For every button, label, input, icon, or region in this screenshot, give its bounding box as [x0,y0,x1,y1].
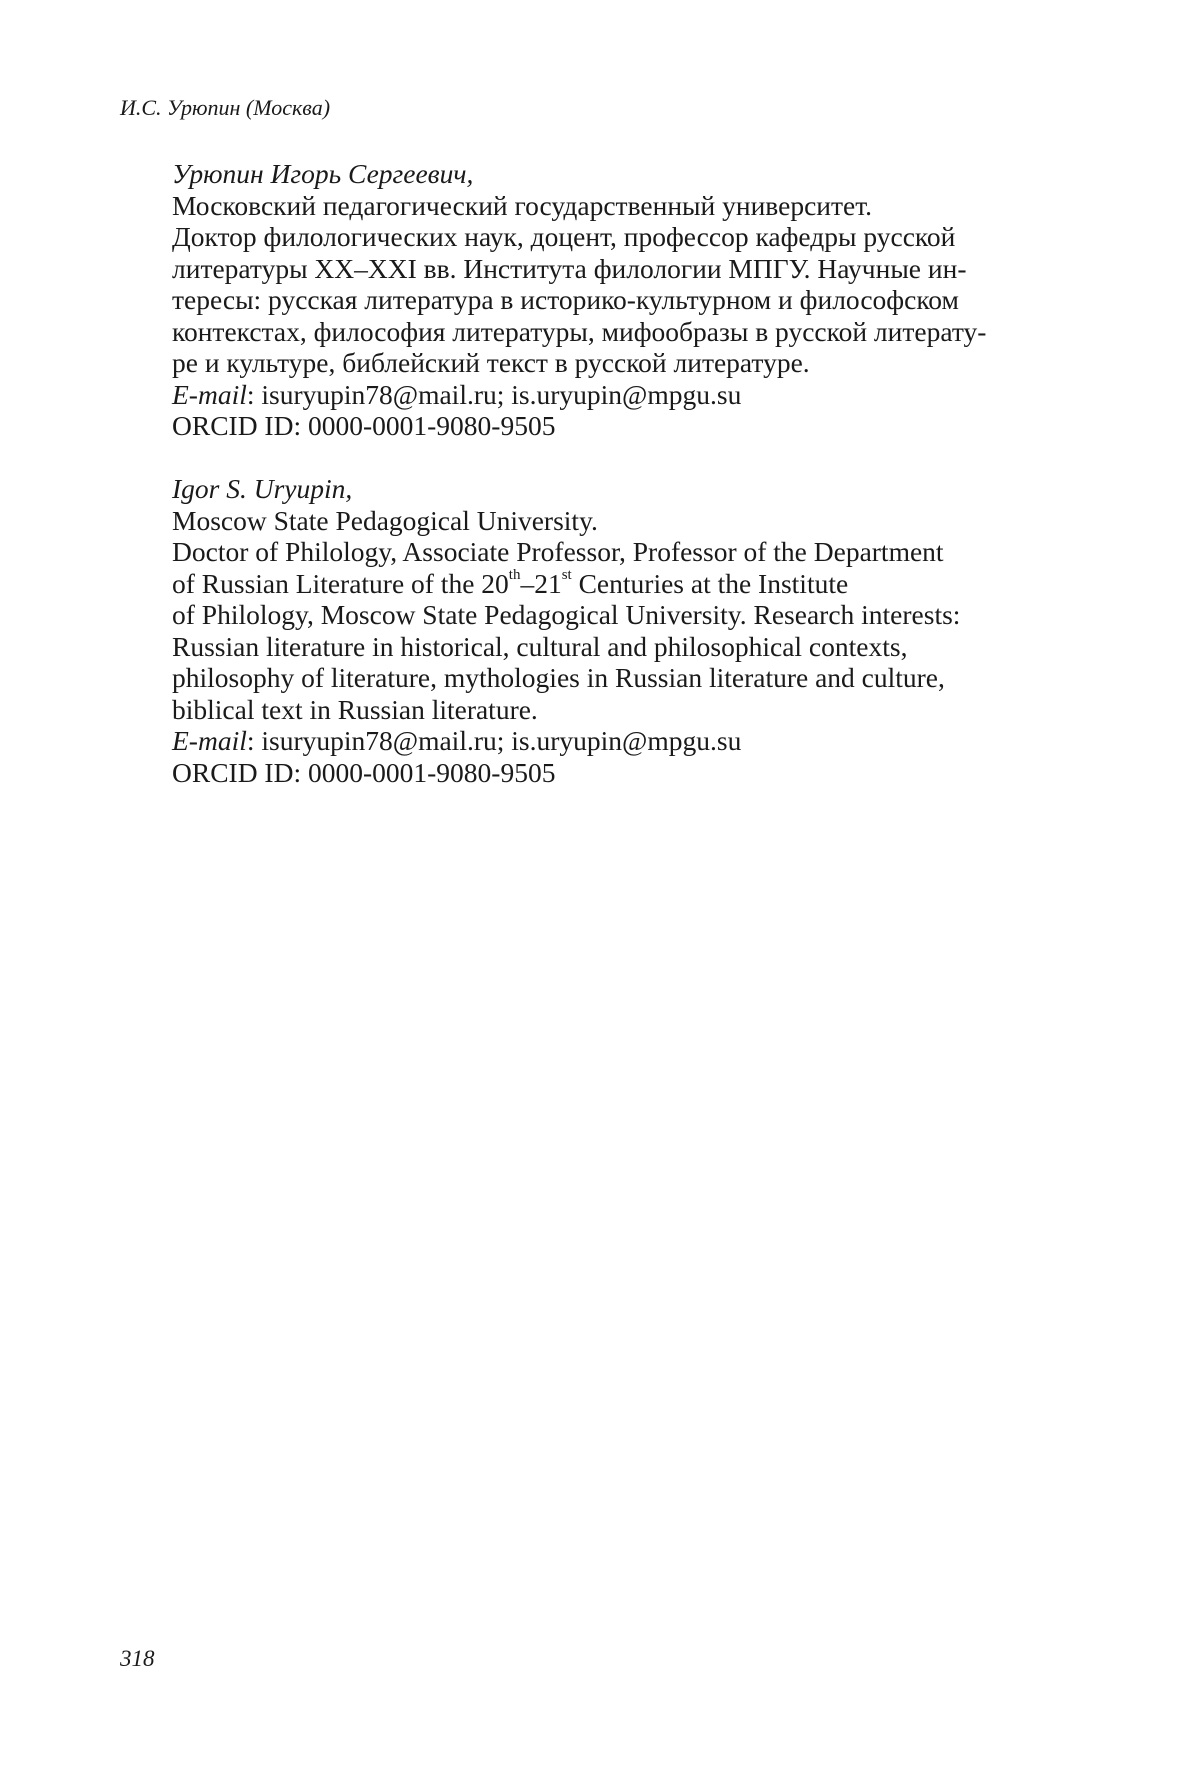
bio-text: –21 [520,567,562,599]
email-value: : isuryupin78@mail.ru; is.uryupin@mpgu.su [246,378,742,410]
affiliation-ru: Московский педагогический государственный университет. [172,189,873,221]
email-label: E-mail [172,378,247,410]
affiliation-en: Moscow State Pedagogical University. [172,504,598,536]
page-number: 318 [120,1646,155,1671]
bio-line-ru: литературы XX–XXI вв. Института филологии МПГУ. Научные ин- [172,252,967,284]
email-label: E-mail [172,725,247,756]
author-info-en [172,473,1092,788]
bio-line-en: Doctor of Philology, Associate Professor, Professor of the Department [172,536,944,567]
orcid-en: ORCID ID: 0000-0001-9080-9505 [172,756,556,788]
author-info-ru [172,158,1092,442]
superscript-th: th [508,567,521,584]
superscript-st: st [561,567,572,584]
bio-line-ru: контекстах, философия литературы, мифообразы в русской литерату- [172,315,987,347]
orcid-ru: ORCID ID: 0000-0001-9080-9505 [172,410,556,441]
email-line-ru [172,379,1092,411]
bio-line-en: philosophy of literature, mythologies in Russian literature and culture, [172,662,945,693]
bio-line-en: of Philology, Moscow State Pedagogical University. Research interests: [172,599,961,630]
email-line-en [172,725,1092,757]
bio-line-ru: Доктор филологических наук, доцент, профессор кафедры русской [172,221,956,252]
bio-text: Centuries at the Institute [571,567,849,599]
email-value: : isuryupin78@mail.ru; is.uryupin@mpgu.su [246,725,742,756]
running-head: И.С. Урюпин (Москва) [120,95,331,120]
bio-line-en: Russian literature in historical, cultural and philosophical contexts, [172,630,908,662]
bio-line-ru: ре и культуре, библейский текст в русской литературе. [172,347,810,378]
author-info [172,158,1092,788]
bio-line-ru: тересы: русская литература в историко-культурном и философском [172,284,959,315]
bio-text: of Russian Literature of the 20 [172,567,509,599]
author-name-ru: Урюпин Игорь Сергеевич, [172,158,474,189]
bio-line-en [172,568,1092,600]
bio-line-en: biblical text in Russian literature. [172,693,538,725]
author-name-en: Igor S. Uryupin, [172,473,353,504]
